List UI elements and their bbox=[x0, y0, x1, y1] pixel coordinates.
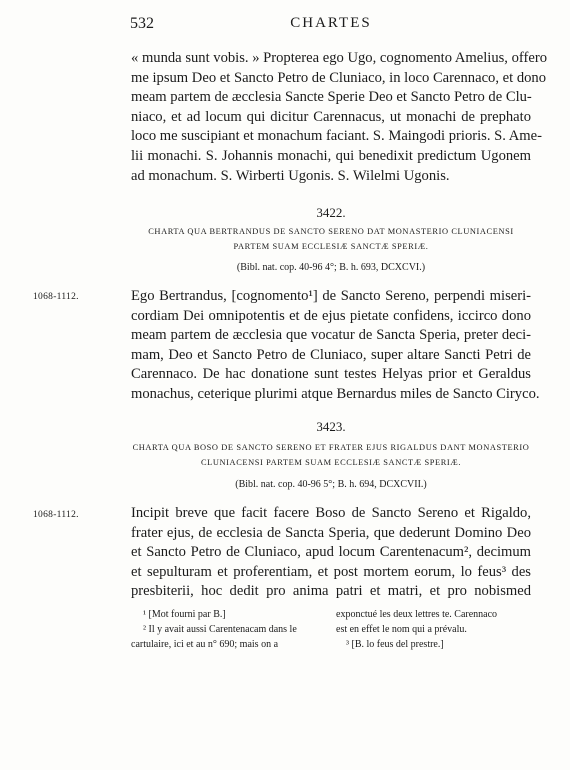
text-line: loco me suscipiant et monachum faciant. S. Maingodi prioris. S. Ame- bbox=[131, 128, 542, 145]
text-line: « munda sunt vobis. » Propterea ego Ugo, cognomento Amelius, offero bbox=[131, 50, 547, 66]
footnote-1: ¹ [Mot fourni par B.] bbox=[143, 609, 226, 620]
charter-date: 1068-1112. bbox=[33, 510, 79, 520]
page-number: 532 bbox=[130, 15, 154, 32]
footnote-2-cont: est en effet le nom qui a prévalu. bbox=[336, 624, 467, 635]
page-header bbox=[130, 7, 532, 35]
text-line: niaco, et ad locum qui dicitur Carennacus, ut monachi de prephato bbox=[131, 108, 531, 125]
text-line: frater ejus, de ecclesia de Sancta Speria, que dederunt Domino Deo bbox=[131, 524, 531, 541]
charter-reference: (Bibl. nat. cop. 40-96 4°; B. h. 693, DCXCVI.) bbox=[236, 262, 426, 273]
text-line: Carennaco. De hac donatione sunt testes Helyas prior et Geraldus bbox=[131, 366, 531, 383]
charter-caption bbox=[131, 224, 531, 254]
text-line: et sepulturam et proferentiam, et post mortem eorum, lo feus³ des bbox=[131, 563, 531, 580]
text-line: mam, Deo et Sancto Petro de Cluniaco, super altare Sancti Petri de bbox=[131, 346, 531, 363]
charter-text bbox=[131, 504, 531, 602]
caption-line: CHARTA QUA BERTRANDUS DE SANCTO SERENO DAT MONASTERIO CLUNIACENSI bbox=[148, 227, 514, 236]
continuation-paragraph bbox=[131, 49, 547, 186]
charter-reference: (Bibl. nat. cop. 40-96 5°; B. h. 694, DCXCVII.) bbox=[235, 479, 427, 490]
charter-text bbox=[131, 287, 540, 405]
text-line: me ipsum Deo et Sancto Petro de Cluniaco, in loco Carennaco, et dono bbox=[131, 69, 547, 86]
footnote-2-cont: exponctué les deux lettres te. Carennaco bbox=[336, 609, 498, 620]
caption-line: CLUNIACENSI PARTEM SUAM ECCLESIÆ SANCTÆ SPERIÆ. bbox=[200, 458, 462, 467]
text-line: Incipit breve que facit facere Boso de Sancto Sereno et Rigaldo, bbox=[131, 505, 531, 521]
caption-line: CHARTA QUA BOSO DE SANCTO SERENO ET FRATER EJUS RIGALDUS DANT MONASTERIO bbox=[132, 443, 530, 452]
charter-date: 1068-1112. bbox=[33, 292, 79, 302]
charter-number: 3422. bbox=[316, 205, 346, 220]
text-line: Ego Bertrandus, [cognomento¹] de Sancto Sereno, perpendi miseri- bbox=[131, 288, 531, 304]
footnote-2: ² Il y avait aussi Carentenacam dans le bbox=[143, 624, 297, 635]
running-title: CHARTES bbox=[290, 15, 372, 31]
text-line: lii monachi. S. Johannis monachi, qui benedixit predictum Ugonem bbox=[131, 147, 531, 164]
text-line: meam partem de æcclesia que vocatur de Sancta Speria, preter deci- bbox=[131, 327, 531, 344]
text-line: ad monachum. S. Wirberti Ugonis. S. Wilelmi Ugonis. bbox=[131, 167, 450, 184]
text-line: presbiterii, hoc dedit pro anima patri et matri, et pro nobismed bbox=[131, 583, 531, 600]
charter-caption bbox=[131, 440, 531, 470]
text-line: et Sancto Petro de Cluniaco, apud locum Carentenacum², decimum bbox=[131, 544, 531, 561]
footnote-3: ³ [B. lo feus del prestre.] bbox=[346, 639, 444, 650]
footnote-2-cont: cartulaire, ici et au n° 690; mais on a bbox=[131, 639, 279, 650]
text-line: meam partem de æcclesia Sancte Sperie Deo et Sancto Petro de Clu- bbox=[131, 89, 532, 106]
caption-line: PARTEM SUAM ECCLESIÆ SANCTÆ SPERIÆ. bbox=[233, 242, 429, 251]
text-line: cordiam Dei omnipotentis et de ejus pietate confidens, iccirco dono bbox=[131, 307, 531, 324]
charter-number: 3423. bbox=[316, 419, 346, 434]
text-line: monachus, ceterique plurimi atque Bernardus miles de Sancto Ciryco. bbox=[131, 385, 540, 402]
